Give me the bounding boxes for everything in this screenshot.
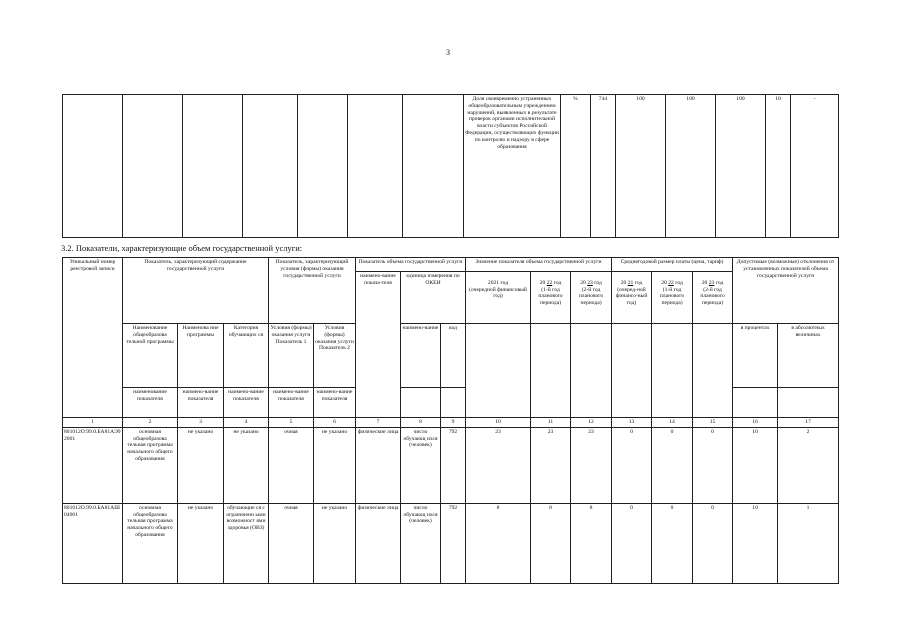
table-row <box>63 427 839 503</box>
quality-value-2021: 100 <box>616 95 666 238</box>
program-type: основная общеобразова тельная программа начального общего образования <box>123 503 178 583</box>
price-2022: 0 <box>652 427 693 503</box>
header-volume-value: Значение показателя объема государственной услуги <box>466 258 612 272</box>
quality-deviation-absolute: - <box>791 95 839 238</box>
section-title: 3.2. Показатели, характеризующие объем государственной услуги: <box>61 243 303 253</box>
program-type: основная общеобразова тельная программа начального общего образования <box>123 427 178 503</box>
header-condition-1: Условия (формы) оказания услуги Показатель 1 <box>269 324 314 388</box>
header-deviations: Допустимые (возможные) отклонения от установленных показателей объема государственной услуги <box>733 258 839 324</box>
price-2023: 0 <box>693 503 733 583</box>
header-reg-number: Уникальный номер реестровой записи <box>63 258 123 418</box>
header-category: Категория обучающих ся <box>224 324 269 388</box>
column-number: 13 <box>612 418 652 428</box>
continued-quality-table <box>62 94 839 238</box>
value-2021: 8 <box>466 503 531 583</box>
header-price-2022: 20 22 год (1-й год планового периода) <box>652 272 693 324</box>
column-number: 9 <box>441 418 466 428</box>
header-program: Наименова ние программы <box>178 324 224 388</box>
service-form: очная <box>269 427 314 503</box>
header-price: Среднегодовой размер платы (цена, тариф) <box>612 258 733 272</box>
column-number: 14 <box>652 418 693 428</box>
column-number: 1 <box>63 418 123 428</box>
quality-indicator-name: Доля своевременно устраненных общеобразовательным учреждением нарушений, выявленных в результате проверок органами исполнительной власти субъектов Российской Федерации, осуществляющих функции по контролю и надзору в сфере образования <box>464 95 561 238</box>
unit-name: число обучающ ихся (человек) <box>401 503 441 583</box>
header-price-2021: 20 21 год (очеред-ной финансо-вый год) <box>612 272 652 324</box>
deviation-absolute: 1 <box>778 503 839 583</box>
price-2021: 0 <box>612 503 652 583</box>
header-indicator-label-1: наименование показателя <box>123 388 178 418</box>
unit-name: число обучающ ихся (человек) <box>401 427 441 503</box>
column-number: 15 <box>693 418 733 428</box>
column-number: 2 <box>123 418 178 428</box>
value-2023: 23 <box>571 427 612 503</box>
header-year-2021: 2021 год (очередной финансовый год) <box>466 272 531 324</box>
unit-code: 792 <box>441 503 466 583</box>
header-indicator-label-2: наимено-вание показателя <box>178 388 224 418</box>
header-volume: Показатель объема государственной услуги <box>356 258 466 272</box>
header-unit-code: код <box>441 324 466 388</box>
header-unit-okei: единица измерения по ОКЕИ <box>401 272 466 324</box>
quality-unit-code: 744 <box>591 95 616 238</box>
unit-code: 792 <box>441 427 466 503</box>
column-number: 10 <box>466 418 531 428</box>
deviation-percent: 10 <box>733 427 778 503</box>
header-row-1 <box>63 258 839 272</box>
price-2021: 0 <box>612 427 652 503</box>
column-numbers-row <box>63 418 839 428</box>
service-form: очная <box>269 503 314 583</box>
volume-indicator: физические лица <box>356 503 401 583</box>
column-number: 12 <box>571 418 612 428</box>
program-name: не указано <box>178 427 224 503</box>
price-2023: 0 <box>693 427 733 503</box>
value-2022: 23 <box>531 427 571 503</box>
value-2022: 8 <box>531 503 571 583</box>
column-number: 16 <box>733 418 778 428</box>
header-year-2023: 20 23 год (2-й год планового периода) <box>571 272 612 324</box>
registry-number: 801012О.99.0.БА81АШ04001 <box>63 503 123 583</box>
column-number: 4 <box>224 418 269 428</box>
quality-deviation-percent: 10 <box>766 95 791 238</box>
value-2023: 8 <box>571 503 612 583</box>
header-content: Показатель, характеризующий содержание государственной услуги <box>123 258 269 324</box>
volume-indicator: физические лица <box>356 427 401 503</box>
deviation-percent: 10 <box>733 503 778 583</box>
header-indicator-name: наимено-вание показа-теля <box>356 272 401 418</box>
header-percent: в процентах <box>733 324 778 388</box>
column-number: 6 <box>314 418 356 428</box>
program-name: не указано <box>178 503 224 583</box>
deviation-absolute: 2 <box>778 427 839 503</box>
column-number: 7 <box>356 418 401 428</box>
header-indicator-label-4: наимено-вание показателя <box>269 388 314 418</box>
column-number: 3 <box>178 418 224 428</box>
condition-2: не указано <box>314 503 356 583</box>
quality-unit: % <box>561 95 591 238</box>
header-unit-name: наимено-вание <box>401 324 441 388</box>
header-absolute: в абсолютных величинах <box>778 324 839 388</box>
condition-2: не указано <box>314 427 356 503</box>
student-category: не указано <box>224 427 269 503</box>
price-2022: 0 <box>652 503 693 583</box>
value-2021: 23 <box>466 427 531 503</box>
header-program-name: Наименование общеобразова тельной программы <box>123 324 178 388</box>
quality-value-2023: 100 <box>716 95 766 238</box>
quality-row <box>63 95 839 238</box>
registry-number: 801012О.99.0.БА81АЭ92001 <box>63 427 123 503</box>
header-year-2022: 20 22 год (1-й год планового периода) <box>531 272 571 324</box>
header-indicator-label-3: наимено-вание показателя <box>224 388 269 418</box>
header-condition-2: Условия (формы) оказания услуги Показатель 2 <box>314 324 356 388</box>
volume-indicators-table <box>62 257 839 584</box>
page-number: 3 <box>446 48 450 57</box>
header-row-3 <box>63 324 839 388</box>
header-indicator-label-5: наимено-вание показателя <box>314 388 356 418</box>
column-number: 11 <box>531 418 571 428</box>
quality-value-2022: 100 <box>666 95 716 238</box>
header-conditions: Показатель, характеризующий условия (формы) оказания государственной услуги <box>269 258 356 324</box>
column-number: 17 <box>778 418 839 428</box>
column-number: 5 <box>269 418 314 428</box>
header-price-2023: 20 23 год (2-й год планового периода) <box>693 272 733 324</box>
student-category: обучающие ся с ограниченн ыми возможност ями здоровья (ОВЗ) <box>224 503 269 583</box>
column-number: 8 <box>401 418 441 428</box>
table-row <box>63 503 839 583</box>
